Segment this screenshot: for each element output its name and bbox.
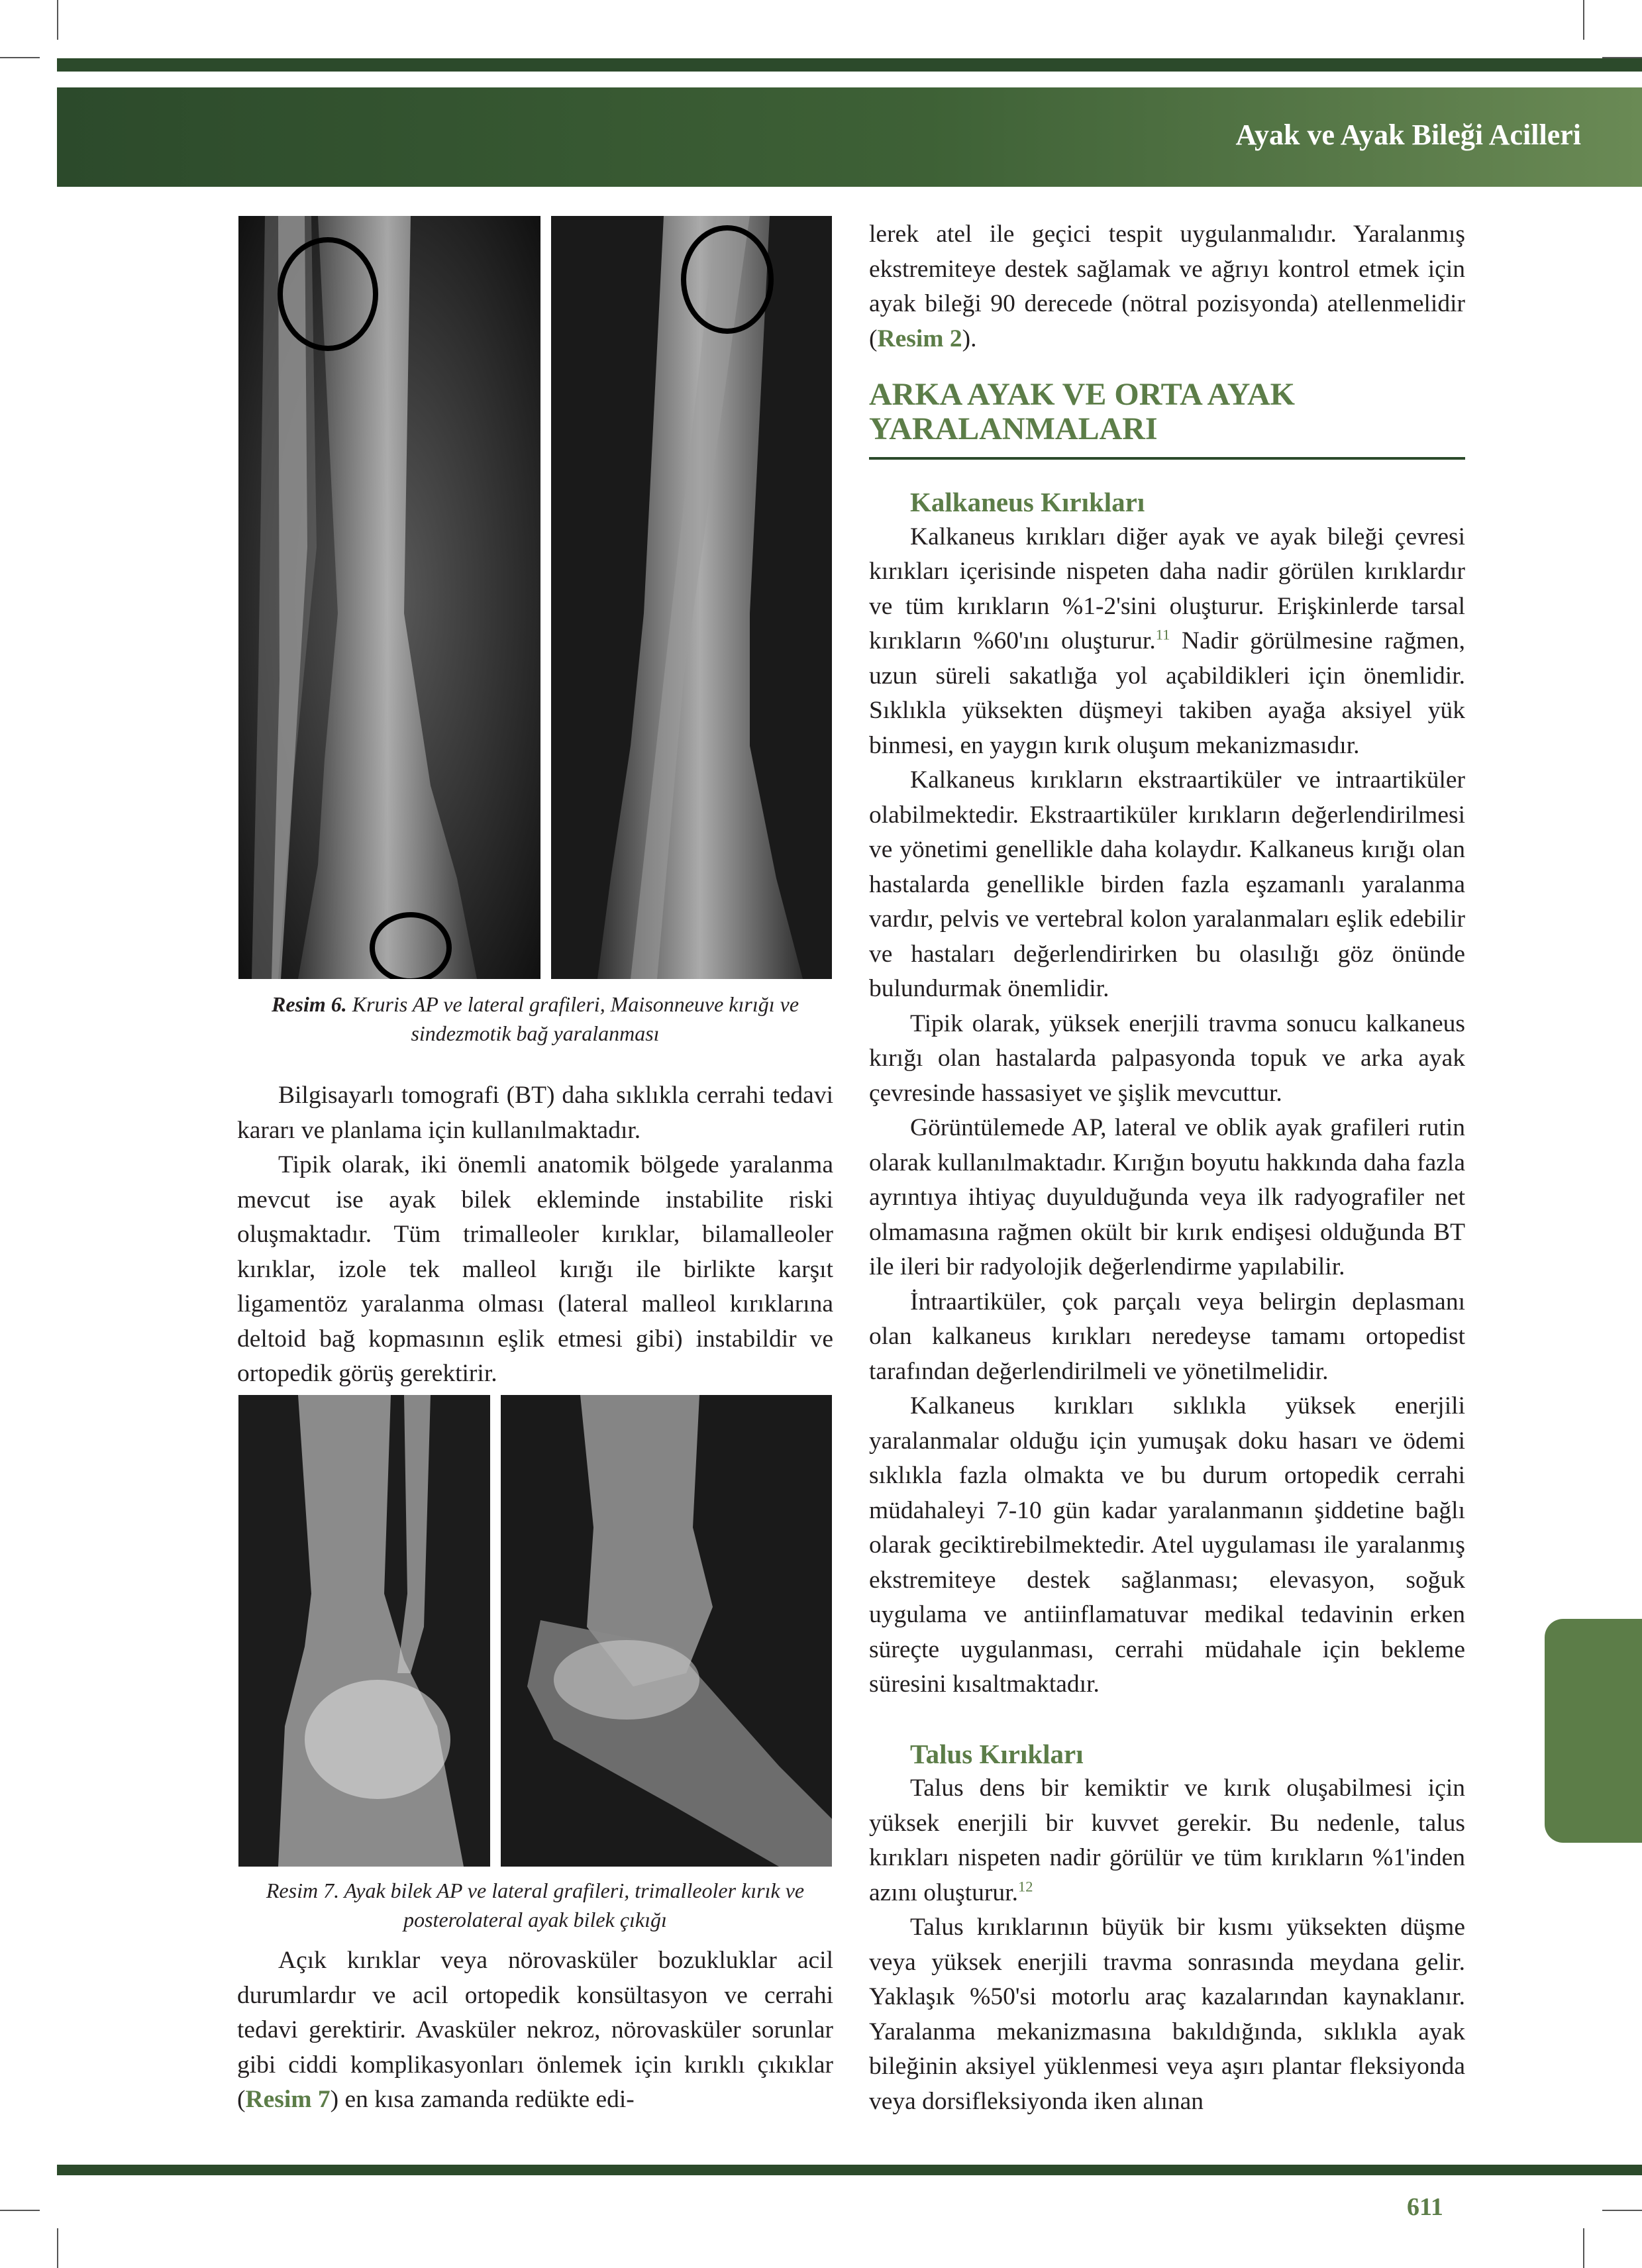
right-column-main <box>869 485 1465 2119</box>
crop-mark <box>57 0 58 40</box>
paragraph-text: ). <box>962 325 977 352</box>
paragraph: Tipik olarak, iki önemli anatomik bölgede yaralanma mevcut ise ayak bilek ekleminde instabilite riski oluşmaktadır. Tüm trimalleoler kırıklar, bilamalleoler kırıklar, izole tek malleol kırığı ile birlikte karşıt ligamentöz yaralanma olması (lateral malleol kırıklarına deltoid bağ kopmasının eşlik etmesi gibi) instabildir ve ortopedik görüş gerektirir. <box>237 1151 833 1387</box>
chapter-side-tab <box>1545 1619 1642 1843</box>
crop-mark <box>1583 2228 1584 2268</box>
footer-line <box>57 2165 1642 2175</box>
crop-mark <box>0 57 40 58</box>
paragraph <box>869 217 1465 356</box>
xray-image <box>238 216 540 979</box>
spacer <box>869 1702 1465 1737</box>
left-column-upper <box>237 1078 833 1392</box>
figure-6-caption-text: Kruris AP ve lateral grafileri, Maisonneuve kırığı ve sindezmotik bağ yaralanması <box>352 992 799 1045</box>
paragraph: Tipik olarak, yüksek enerjili travma sonucu kalkaneus kırığı olan hastalarda palpasyonda topuk ve arka ayak çevresinde hassasiyet ve şişlik mevcuttur. <box>869 1009 1465 1107</box>
xray-image <box>501 1395 832 1867</box>
figure-7-caption <box>238 1876 832 1934</box>
xray-image <box>551 216 832 979</box>
section-heading: ARKA AYAK VE ORTA AYAK YARALANMALARI <box>869 377 1296 446</box>
crop-mark <box>57 2228 58 2268</box>
paragraph-text: Açık kırıklar veya nörovasküler bozukluklar acil durumlardır ve acil ortopedik konsültasyon ve cerrahi tedavi gerektirir. Avasküler nekroz, nörovasküler sorunlar gibi ciddi komplikasyonları önlemek için kırıklı çıkıklar ( <box>237 1947 833 2113</box>
paragraph: Talus kırıklarının büyük bir kısmı yüksekten düşme veya yüksek enerjili travma sonrasında meydana gelir. Yaklaşık %50'si motorlu araç kazalarından kaynaklanır. Yaralanma mekanizmasına bakıldığında, sıklıkla ayak bileğinin aksiyel yüklenmesi veya aşırı plantar fleksiyonda veya dorsifleksiyonda iken alınan <box>869 1914 1465 2115</box>
figure-7-label: Resim 7. <box>266 1879 340 1902</box>
figure-7-caption-text: Ayak bilek AP ve lateral grafileri, trimalleoler kırık ve posterolateral ayak bilek çıkığı <box>344 1879 805 1932</box>
subsection-heading-calcaneus: Kalkaneus Kırıkları <box>910 487 1145 517</box>
figure-6-ap-xray <box>238 216 540 979</box>
header-title: Ayak ve Ayak Bileği Acilleri <box>1235 119 1581 151</box>
paragraph <box>237 1943 833 2118</box>
figure-6-caption <box>238 990 832 1048</box>
paragraph-text: lerek atel ile geçici tespit uygulanmalıdır. Yaralanmış ekstremiteye destek sağlamak ve ağrıyı kontrol etmek için ayak bileği 90 derecede (nötral pozisyonda) atellenmelidir ( <box>869 221 1465 352</box>
crop-mark <box>0 2210 40 2211</box>
subsection-heading-talus: Talus Kırıkları <box>910 1738 1084 1769</box>
citation-superscript: 12 <box>1017 1878 1033 1894</box>
paragraph: Görüntülemede AP, lateral ve oblik ayak grafileri rutin olarak kullanılmaktadır. Kırığın boyutu hakkında daha fazla ayrıntıya ihtiyaç duyulduğunda veya ilk radyografiler net olmamasına rağmen okült bir kırık endişesi olduğunda BT ile ileri bir radyolojik değerlendirme yapılabilir. <box>869 1114 1465 1280</box>
crop-mark <box>1602 2210 1642 2211</box>
figure-7-lateral-xray <box>501 1395 832 1867</box>
section-rule <box>869 457 1465 460</box>
left-column-lower <box>237 1943 833 2118</box>
paragraph: Kalkaneus kırıkların ekstraartiküler ve intraartiküler olabilmektedir. Ekstraartiküler kırıkların değerlendirilmesi ve yönetimi genellikle daha kolaydır. Kalkaneus kırığı olan hastalarda genellikle birden fazla eşzamanlı yaralanma vardır, pelvis ve vertebral kolon yaralanmaları eşlik edebilir ve hastaları değerlendirirken bu olasılığı göz önünde bulundurmak önemlidir. <box>869 766 1465 1002</box>
header-top-line <box>57 58 1642 72</box>
figure-reference-link[interactable]: Resim 7 <box>245 2086 331 2113</box>
paragraph <box>869 1771 1465 1910</box>
paragraph <box>869 520 1465 764</box>
right-column-top <box>869 217 1465 356</box>
figure-6-lateral-xray <box>551 216 832 979</box>
citation-superscript: 11 <box>1155 626 1170 643</box>
figure-reference-link[interactable]: Resim 2 <box>877 325 962 352</box>
figure-7-ap-xray <box>238 1395 490 1867</box>
figure-6-label: Resim 6. <box>271 992 347 1016</box>
crop-mark <box>1583 0 1584 40</box>
xray-image <box>238 1395 490 1867</box>
paragraph: İntraartiküler, çok parçalı veya belirgin deplasmanı olan kalkaneus kırıkları neredeyse tamamı ortopedist tarafından değerlendirilmeli ve yönetilmelidir. <box>869 1288 1465 1385</box>
paragraph-text: Nadir görülmesine rağmen, uzun süreli sakatlığa yol açabildikleri için önemlidir. Sıklıkla yüksekten düşmeyi takiben ayağa aksiyel yük binmesi, en yaygın kırık oluşum mekanizmasıdır. <box>869 627 1465 759</box>
paragraph: Kalkaneus kırıkları sıklıkla yüksek enerjili yaralanmalar olduğu için yumuşak doku hasarı ve ödemi sıklıkla fazla olmakta ve bu durum ortopedik cerrahi müdahaleyi 7-10 gün kadar yaralanmanın şiddetine bağlı olarak geciktirebilmektedir. Atel uygulaması ile yaralanmış ekstremiteye destek sağlanması; elevasyon, soğuk uygulama ve antiinflamatuvar medikal tedavinin erken süreçte uygulanması, cerrahi müdahale için bekleme süresini kısaltmaktadır. <box>869 1392 1465 1698</box>
paragraph: Bilgisayarlı tomografi (BT) daha sıklıkla cerrahi tedavi kararı ve planlama için kullanılmaktadır. <box>237 1082 833 1144</box>
paragraph-text: Kalkaneus kırıkları diğer ayak ve ayak bileği çevresi kırıkları içerisinde nispeten daha nadir görülen kırıklardır ve tüm kırıkların %1-2'sini oluşturur. Erişkinlerde tarsal kırıkların %60'ını oluşturur. <box>869 523 1465 654</box>
paragraph-text: Talus dens bir kemiktir ve kırık oluşabilmesi için yüksek enerjili bir kuvvet gerekir. Bu nedenle, talus kırıkları nispeten nadir görülür ve tüm kırıkların %1'inden azını oluşturur. <box>869 1775 1465 1906</box>
paragraph-text: ) en kısa zamanda redükte edi- <box>330 2086 635 2113</box>
page-number: 611 <box>1407 2193 1443 2221</box>
